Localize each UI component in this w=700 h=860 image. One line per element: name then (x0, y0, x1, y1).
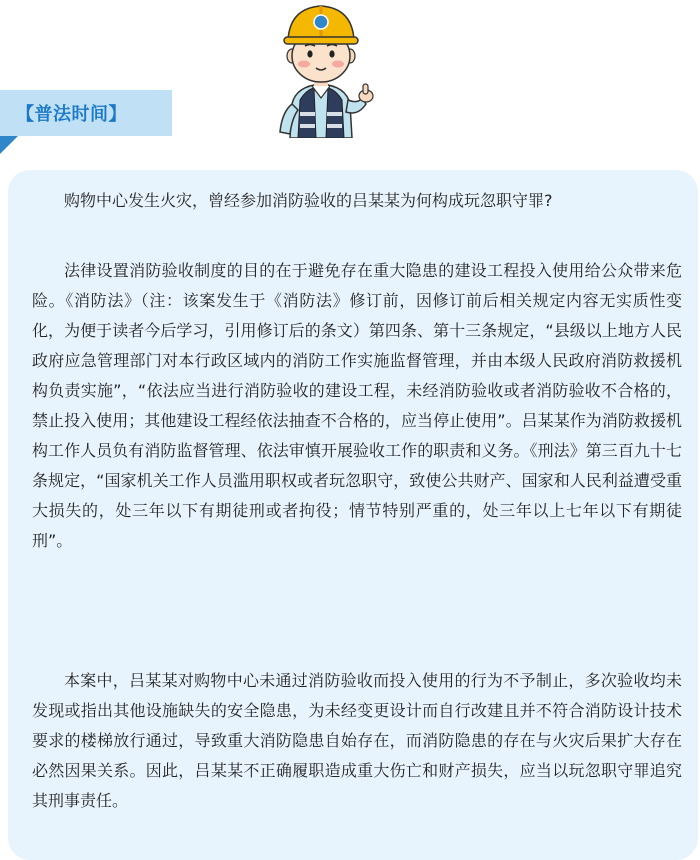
section-banner (0, 90, 172, 136)
question-paragraph: 购物中心发生火灾，曾经参加消防验收的吕某某为何构成玩忽职守罪? (64, 191, 553, 210)
case-analysis-paragraph: 本案中，吕某某对购物中心未通过消防验收而投入使用的行为不予制止，多次验收均未发现或指出其他设施缺失的安全隐患，为未经变更设计而自行改建且并不符合消防设计技术要求的楼梯放行通过，导致重大消防隐患自始存在，而消防隐患的存在与火灾后果扩大存在必然因果关系。因此，吕某某不正确履职造成重大伤亡和财产损失，应当以玩忽职守罪追究其刑事责任。 (32, 671, 682, 810)
section-title: 【普法时间】 (16, 104, 127, 125)
construction-worker-mascot-icon (262, 0, 380, 138)
banner-fold (0, 136, 18, 154)
content-card (8, 170, 698, 860)
law-explanation-paragraph: 法律设置消防验收制度的目的在于避免存在重大隐患的建设工程投入使用给公众带来危险。《消防法》（注：该案发生于《消防法》修订前，因修订前后相关规定内容无实质性变化，为便于读者今后学习，引用修订后的条文）第四条、第十三条规定，“县级以上地方人民政府应急管理部门对本行政区域内的消防工作实施监督管理，并由本级人民政府消防救援机构负责实施”，“依法应当进行消防验收的建设工程，未经消防验收或者消防验收不合格的，禁止投入使用；其他建设工程经依法抽查不合格的，应当停止使用”。吕某某作为消防救援机构工作人员负有消防监督管理、依法审慎开展验收工作的职责和义务。《刑法》第三百九十七条规定，“国家机关工作人员滥用职权或者玩忽职守，致使公共财产、国家和人民利益遭受重大损失的，处三年以下有期徒刑或者拘役；情节特别严重的，处三年以上七年以下有期徒刑”。 (32, 261, 682, 550)
